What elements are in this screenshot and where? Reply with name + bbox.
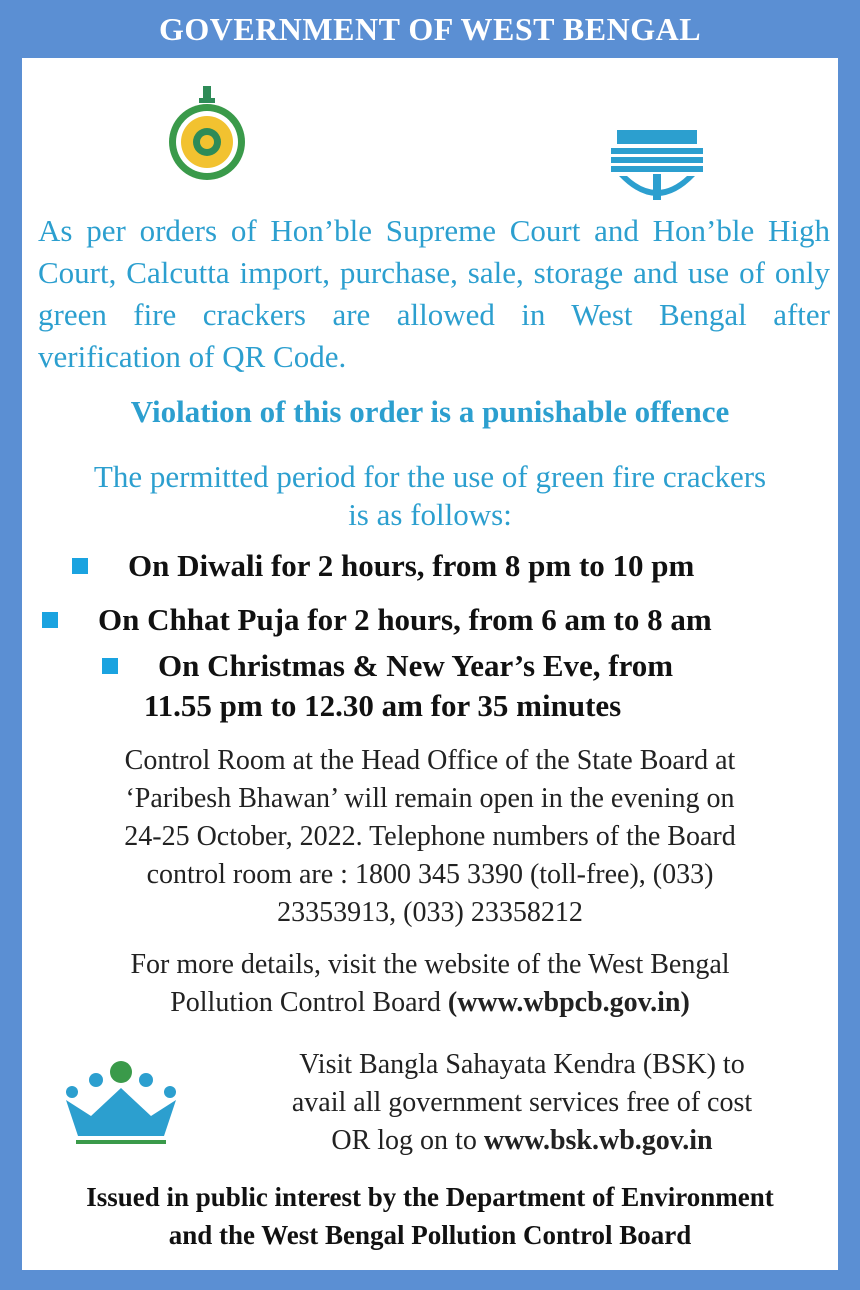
bullet-square-icon bbox=[102, 658, 118, 674]
period-line-1: The permitted period for the use of green fire crackers bbox=[93, 459, 767, 494]
wbpcb-globe-logo-icon bbox=[607, 126, 707, 204]
bullet-chhat-puja bbox=[42, 600, 712, 640]
more-details-info bbox=[42, 946, 818, 1022]
bsk-line-3 bbox=[212, 1122, 832, 1160]
bullet-christmas-new-year bbox=[102, 646, 673, 726]
details-line-1: For more details, visit the website of the West Bengal bbox=[130, 949, 730, 980]
control-line: Control Room at the Head Office of the State Board at bbox=[124, 745, 736, 776]
permitted-period-heading bbox=[22, 458, 838, 534]
bsk-crown-logo-icon bbox=[46, 1058, 196, 1158]
issued-line-1: Issued in public interest by the Department of Environment bbox=[86, 1182, 774, 1212]
details-line-2 bbox=[42, 984, 818, 1022]
control-line: control room are : 1800 345 3390 (toll-free), (033) bbox=[146, 859, 714, 890]
header-bar bbox=[0, 0, 860, 58]
bsk-website-link[interactable]: www.bsk.wb.gov.in bbox=[483, 1125, 713, 1156]
intro-paragraph: As per orders of Hon’ble Supreme Court and Hon’ble High Court, Calcutta import, purchase, sale, storage and use of only green fire crackers are allowed in West Bengal after verification of QR Code. bbox=[38, 213, 830, 374]
bsk-line-1: Visit Bangla Sahayata Kendra (BSK) to bbox=[299, 1049, 745, 1080]
details-text: Pollution Control Board bbox=[170, 987, 448, 1018]
issued-by-statement bbox=[22, 1178, 838, 1254]
bullet-text: On Christmas & New Year’s Eve, from bbox=[158, 648, 674, 683]
control-room-info bbox=[42, 742, 818, 932]
notice-panel bbox=[22, 58, 838, 1270]
wbpcb-website-link[interactable]: (www.wbpcb.gov.in) bbox=[447, 987, 690, 1018]
west-bengal-emblem-icon bbox=[162, 84, 252, 184]
issued-line-2: and the West Bengal Pollution Control Board bbox=[168, 1220, 692, 1250]
control-line: 23353913, (033) 23358212 bbox=[277, 897, 583, 928]
bullet-square-icon bbox=[72, 558, 88, 574]
bullet-square-icon bbox=[42, 612, 58, 628]
header-title: GOVERNMENT OF WEST BENGAL bbox=[158, 10, 702, 47]
period-line-2: is as follows: bbox=[348, 497, 512, 532]
violation-statement: Violation of this order is a punishable offence bbox=[130, 394, 730, 429]
control-line: 24-25 October, 2022. Telephone numbers of the Board bbox=[124, 821, 736, 852]
bsk-info bbox=[212, 1046, 832, 1160]
bsk-line-2: avail all government services free of cost bbox=[291, 1087, 753, 1118]
bullet-text-continued: 11.55 pm to 12.30 am for 35 minutes bbox=[143, 688, 622, 723]
bullet-diwali bbox=[72, 546, 694, 586]
bullet-text: On Chhat Puja for 2 hours, from 6 am to 8 am bbox=[98, 602, 712, 637]
control-line: ‘Paribesh Bhawan’ will remain open in the evening on bbox=[125, 783, 735, 814]
bsk-text: OR log on to bbox=[331, 1125, 484, 1156]
bullet-text: On Diwali for 2 hours, from 8 pm to 10 pm bbox=[128, 548, 695, 583]
